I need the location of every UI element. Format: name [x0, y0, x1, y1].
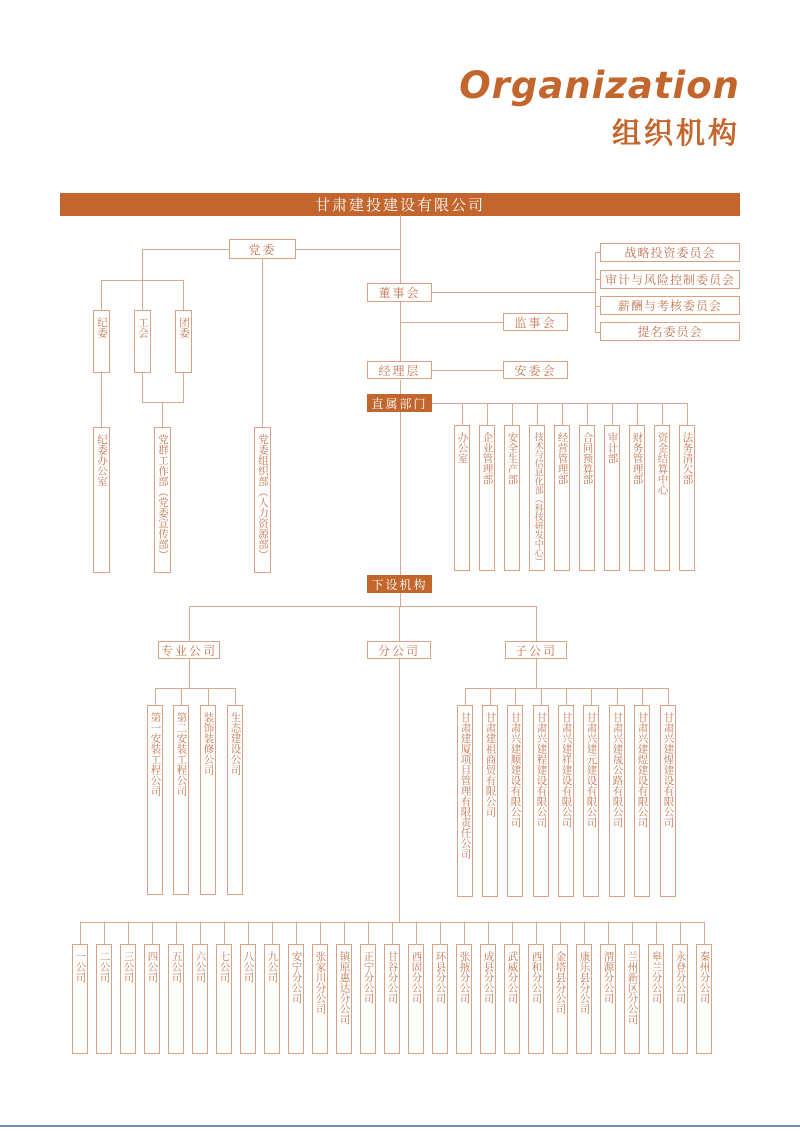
connector-line	[680, 922, 681, 944]
connector-line	[537, 403, 538, 425]
connector-line	[248, 922, 249, 944]
page-title	[459, 66, 740, 152]
subsidiary-company-box: 甘肃兴建元建设有限公司	[583, 705, 599, 897]
node-discipline-office: 纪委办公室	[93, 427, 110, 573]
department-box: 资金结算中心	[654, 425, 670, 571]
connector-line	[142, 249, 230, 250]
connector-line	[104, 922, 105, 944]
connector-line	[101, 373, 102, 427]
connector-line	[181, 688, 182, 705]
connector-line	[637, 403, 638, 425]
connector-line	[142, 249, 143, 280]
connector-line	[536, 606, 537, 641]
connector-line	[536, 659, 537, 688]
connector-line	[608, 922, 609, 944]
connector-line	[189, 659, 190, 688]
connector-line	[687, 403, 688, 425]
committee-box: 审计与风险控制委员会	[600, 270, 740, 289]
department-box: 财务管理部	[629, 425, 645, 571]
node-party-committee: 党委	[229, 239, 296, 259]
page-title-chinese: 组织机构	[611, 115, 740, 150]
branch-company-box: 西和分公司	[528, 944, 544, 1054]
connector-line	[400, 593, 401, 606]
connector-line	[142, 402, 184, 403]
connector-line	[512, 403, 513, 425]
subsidiary-company-box: 甘肃兴建程建设有限公司	[533, 705, 549, 897]
branch-company-box: 兰州新区分公司	[624, 944, 640, 1054]
connector-line	[541, 688, 542, 705]
connector-line	[155, 688, 235, 689]
branch-company-box: 四公司	[144, 944, 160, 1054]
connector-line	[208, 688, 209, 705]
connector-line	[432, 403, 687, 404]
connector-line	[101, 280, 102, 310]
branch-company-box: 成县分公司	[480, 944, 496, 1054]
professional-company-box: 第一安装工程公司	[147, 705, 163, 895]
branch-company-box: 秦州分公司	[696, 944, 712, 1054]
connector-line	[400, 322, 503, 323]
party-branch-box: 纪委	[93, 310, 110, 373]
connector-line	[462, 403, 463, 425]
branch-company-box: 皋兰分公司	[648, 944, 664, 1054]
connector-line	[296, 922, 297, 944]
connector-line	[400, 215, 401, 283]
branch-company-box: 甘谷分公司	[384, 944, 400, 1054]
connector-line	[392, 922, 393, 944]
subsidiary-company-box: 甘肃兴建煜建设有限公司	[634, 705, 650, 897]
connector-line	[591, 688, 592, 705]
connector-line	[632, 922, 633, 944]
branch-company-box: 武威分公司	[504, 944, 520, 1054]
connector-line	[320, 922, 321, 944]
connector-line	[512, 922, 513, 944]
root-company-banner: 甘肃建投建设有限公司	[60, 193, 740, 216]
professional-company-box: 装饰装修公司	[200, 705, 216, 895]
node-safety-committee: 安委会	[503, 361, 568, 379]
connector-line	[400, 412, 401, 575]
subsidiary-company-box: 甘肃兴建祥建设有限公司	[558, 705, 574, 897]
connector-line	[432, 292, 595, 293]
connector-line	[432, 370, 503, 371]
connector-line	[142, 373, 143, 402]
node-professional-companies: 专业公司	[158, 641, 220, 659]
node-branch-companies: 分公司	[367, 641, 431, 659]
party-branch-box: 团委	[175, 310, 192, 373]
subsidiary-company-box: 甘肃建祖商贸有限公司	[482, 705, 498, 897]
connector-line	[183, 373, 184, 402]
department-box: 审计部	[604, 425, 620, 571]
connector-line	[465, 688, 466, 705]
department-box: 企业管理部	[479, 425, 495, 571]
connector-line	[662, 403, 663, 425]
connector-line	[162, 402, 163, 427]
connector-line	[584, 922, 585, 944]
department-box: 法务清欠部	[679, 425, 695, 571]
department-box: 办公室	[454, 425, 470, 571]
department-box: 合同预算部	[579, 425, 595, 571]
node-subsidiaries: 子公司	[505, 641, 567, 659]
connector-line	[400, 302, 401, 361]
connector-line	[272, 922, 273, 944]
node-board-of-directors: 董事会	[367, 283, 432, 302]
subsidiary-company-box: 甘肃建厦项目管理有限责任公司	[457, 705, 473, 897]
branch-company-box: 三公司	[120, 944, 136, 1054]
connector-line	[595, 306, 600, 307]
branch-company-box: 张家川分公司	[312, 944, 328, 1054]
committee-box: 提名委员会	[600, 322, 740, 341]
connector-line	[344, 922, 345, 944]
connector-line	[704, 922, 705, 944]
branch-company-box: 西固分公司	[408, 944, 424, 1054]
branch-company-box: 九公司	[264, 944, 280, 1054]
connector-line	[224, 922, 225, 944]
connector-line	[262, 259, 263, 427]
connector-line	[128, 922, 129, 944]
branch-company-box: 五公司	[168, 944, 184, 1054]
subsidiary-company-box: 甘肃兴建煋建设有限公司	[660, 705, 676, 897]
connector-line	[656, 922, 657, 944]
connector-line	[560, 922, 561, 944]
connector-line	[595, 332, 600, 333]
node-party-organization-dept: 党委组织部（人力资源部）	[254, 427, 271, 573]
connector-line	[487, 403, 488, 425]
party-branch-box: 工会	[134, 310, 151, 373]
department-box: 经营管理部	[554, 425, 570, 571]
connector-line	[142, 280, 143, 310]
branch-company-box: 环县分公司	[432, 944, 448, 1054]
connector-line	[152, 922, 153, 944]
connector-line	[587, 403, 588, 425]
connector-line	[612, 403, 613, 425]
connector-line	[368, 922, 369, 944]
professional-company-box: 生态建设公司	[227, 705, 243, 895]
committee-box: 战略投资委员会	[600, 243, 740, 262]
branch-company-box: 八公司	[240, 944, 256, 1054]
branch-company-box: 七公司	[216, 944, 232, 1054]
branch-company-box: 安宁分公司	[288, 944, 304, 1054]
subsidiary-company-box: 甘肃兴建顺建设有限公司	[507, 705, 523, 897]
branch-company-box: 一公司	[72, 944, 88, 1054]
connector-line	[183, 280, 184, 310]
connector-line	[200, 922, 201, 944]
branch-company-box: 康乐县分公司	[576, 944, 592, 1054]
node-sub-organizations: 下设机构	[367, 575, 432, 593]
connector-line	[399, 659, 400, 922]
connector-line	[189, 606, 190, 641]
footer-rule	[0, 1125, 800, 1127]
connector-line	[490, 688, 491, 705]
branch-company-box: 永登分公司	[672, 944, 688, 1054]
branch-company-box: 镇原惠达分公司	[336, 944, 352, 1054]
connector-line	[617, 688, 618, 705]
connector-line	[488, 922, 489, 944]
connector-line	[595, 279, 600, 280]
connector-line	[536, 922, 537, 944]
connector-line	[399, 606, 400, 641]
connector-line	[189, 606, 536, 607]
branch-company-box: 正宁分公司	[360, 944, 376, 1054]
connector-line	[176, 922, 177, 944]
department-box: 安全生产部	[504, 425, 520, 571]
connector-line	[155, 688, 156, 705]
connector-line	[566, 688, 567, 705]
node-direct-departments: 直属部门	[367, 394, 432, 412]
connector-line	[595, 252, 600, 253]
page-title-english: Organization	[459, 64, 740, 107]
branch-company-box: 金塔县分公司	[552, 944, 568, 1054]
connector-line	[296, 249, 400, 250]
connector-line	[400, 380, 401, 394]
connector-line	[416, 922, 417, 944]
committee-box: 薪酬与考核委员会	[600, 296, 740, 315]
connector-line	[464, 922, 465, 944]
branch-company-box: 张掖分公司	[456, 944, 472, 1054]
connector-line	[440, 922, 441, 944]
connector-line	[515, 688, 516, 705]
branch-company-box: 二公司	[96, 944, 112, 1054]
connector-line	[668, 688, 669, 705]
node-party-mass-work-dept: 党群工作部（党委宣传部）	[154, 427, 171, 573]
connector-line	[595, 252, 596, 332]
department-box: 技术与信息化部（科技研发中心）	[529, 425, 545, 571]
professional-company-box: 第二安装工程公司	[173, 705, 189, 895]
subsidiary-company-box: 甘肃兴建晟公路有限公司	[609, 705, 625, 897]
node-supervisory-board: 监事会	[503, 313, 568, 331]
node-management-level: 经理层	[367, 361, 432, 379]
connector-line	[80, 922, 81, 944]
branch-company-box: 六公司	[192, 944, 208, 1054]
connector-line	[235, 688, 236, 705]
connector-line	[562, 403, 563, 425]
branch-company-box: 渭源分公司	[600, 944, 616, 1054]
connector-line	[642, 688, 643, 705]
